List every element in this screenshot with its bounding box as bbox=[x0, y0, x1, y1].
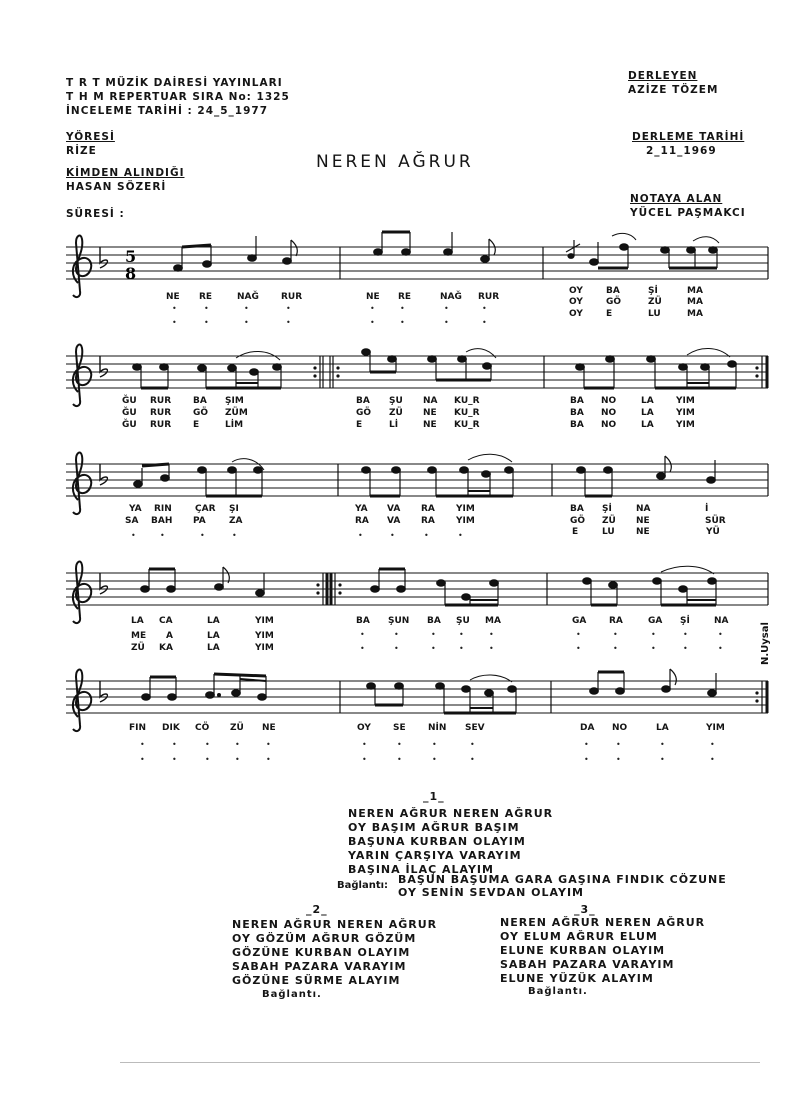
lyric-syllable: RE bbox=[398, 292, 412, 302]
verse-2-number: _2_ bbox=[306, 903, 328, 916]
lyric-syllable: NO bbox=[612, 723, 628, 733]
repeat-mark: • bbox=[683, 630, 688, 639]
repeat-mark: • bbox=[204, 318, 209, 327]
side-signature: N.Uysal bbox=[760, 622, 771, 665]
lyric-syllable: NE bbox=[262, 723, 276, 733]
lyric-syllable: NO bbox=[601, 396, 617, 406]
repeat-mark: • bbox=[470, 740, 475, 749]
repeat-mark: • bbox=[370, 304, 375, 313]
repeat-mark: • bbox=[394, 644, 399, 653]
notes-row-3 bbox=[134, 454, 716, 496]
repeat-mark: • bbox=[444, 304, 449, 313]
lyric-syllable: KU_R bbox=[454, 408, 480, 418]
repeat-mark: • bbox=[244, 318, 249, 327]
lyric-syllable: OY bbox=[569, 309, 583, 319]
repeat-mark: • bbox=[584, 755, 589, 764]
notes-row-5 bbox=[142, 669, 717, 713]
repeat-mark: • bbox=[205, 740, 210, 749]
repeat-mark: • bbox=[370, 318, 375, 327]
lyric-syllable: OY bbox=[357, 723, 371, 733]
lyric-syllable: E bbox=[572, 527, 579, 537]
lyric-syllable: GA bbox=[648, 616, 663, 626]
verse-3-line-3: ELUNE KURBAN OLAYIM bbox=[500, 944, 666, 957]
baglanti-label: Bağlantı: bbox=[337, 880, 389, 891]
repeat-mark: • bbox=[235, 755, 240, 764]
lyric-syllable: NE bbox=[423, 408, 437, 418]
verse-2-line-3: GÖZÜNE KURBAN OLAYIM bbox=[232, 946, 411, 959]
trt-line: T R T MÜZİK DAİRESİ YAYINLARI bbox=[66, 77, 283, 89]
repeat-mark: • bbox=[172, 755, 177, 764]
repeat-mark: • bbox=[204, 304, 209, 313]
derleyen-label: DERLEYEN bbox=[628, 70, 698, 82]
lyric-syllable: BAH bbox=[151, 516, 173, 526]
lyric-syllable: MA bbox=[687, 297, 703, 307]
lyric-syllable: OY bbox=[569, 297, 583, 307]
verse-3-line-5: ELUNE YÜZÜK ALAYIM bbox=[500, 972, 654, 985]
lyric-syllable: LİM bbox=[225, 420, 244, 430]
repeat-mark: • bbox=[718, 630, 723, 639]
lyric-syllable: YA bbox=[129, 504, 142, 514]
lyric-syllable: İ bbox=[705, 504, 709, 514]
yoresi-label: YÖRESİ bbox=[66, 131, 115, 143]
repeat-mark: • bbox=[616, 740, 621, 749]
lyric-syllable: NİN bbox=[428, 723, 447, 733]
lyric-syllable: NE bbox=[423, 420, 437, 430]
lyric-syllable: LA bbox=[656, 723, 669, 733]
lyric-syllable: ZA bbox=[229, 516, 243, 526]
repeat-mark: • bbox=[160, 531, 165, 540]
lyric-syllable: NA bbox=[636, 504, 651, 514]
lyric-syllable: Lİ bbox=[389, 420, 399, 430]
repeat-mark: • bbox=[400, 318, 405, 327]
repeat-mark: • bbox=[172, 318, 177, 327]
repeat-mark: • bbox=[362, 740, 367, 749]
repeat-mark: • bbox=[432, 740, 437, 749]
repeat-mark: • bbox=[459, 644, 464, 653]
lyric-syllable: YIM bbox=[676, 396, 695, 406]
lyric-syllable: KU_R bbox=[454, 396, 480, 406]
lyric-syllable: SA bbox=[125, 516, 139, 526]
lyric-syllable: BA bbox=[356, 616, 370, 626]
lyric-syllable: CA bbox=[159, 616, 173, 626]
lyric-syllable: ŞI bbox=[229, 504, 239, 514]
verse-3-baglanti: Bağlantı. bbox=[528, 986, 588, 997]
lyric-syllable: RA bbox=[421, 516, 435, 526]
repeat-mark: • bbox=[482, 318, 487, 327]
verse-2-line-2: OY GÖZÜM AĞRUR GÖZÜM bbox=[232, 932, 417, 945]
lyric-syllable: ŞIM bbox=[225, 396, 244, 406]
page-title: NEREN AĞRUR bbox=[316, 152, 474, 172]
lyric-syllable: ZÜ bbox=[648, 297, 662, 307]
lyric-syllable: A bbox=[166, 631, 173, 641]
lyric-syllable: ĞU bbox=[122, 420, 137, 430]
lyric-syllable: SE bbox=[393, 723, 406, 733]
lyric-syllable: NO bbox=[601, 420, 617, 430]
time-signature-top: 5 bbox=[125, 247, 137, 266]
lyric-syllable: LA bbox=[641, 408, 654, 418]
repeat-mark: • bbox=[205, 755, 210, 764]
lyric-syllable: MA bbox=[485, 616, 501, 626]
lyric-syllable: CÖ bbox=[195, 723, 210, 733]
repeat-mark: • bbox=[489, 644, 494, 653]
repeat-mark: • bbox=[266, 755, 271, 764]
repeat-mark: • bbox=[718, 644, 723, 653]
lyric-syllable: LA bbox=[207, 631, 220, 641]
verse-1-line-3: BAŞUNA KURBAN OLAYIM bbox=[348, 835, 526, 848]
repeat-mark: • bbox=[232, 531, 237, 540]
repeat-mark: • bbox=[266, 740, 271, 749]
lyric-syllable: LU bbox=[602, 527, 615, 537]
lyric-syllable: RIN bbox=[154, 504, 172, 514]
repeat-mark: • bbox=[489, 630, 494, 639]
lyric-syllable: YIM bbox=[456, 516, 475, 526]
lyric-syllable: ME bbox=[131, 631, 147, 641]
lyric-syllable: ZÜ bbox=[602, 516, 616, 526]
lyric-syllable: VA bbox=[387, 504, 401, 514]
lyric-syllable: NE bbox=[166, 292, 180, 302]
lyric-syllable: KU_R bbox=[454, 420, 480, 430]
lyric-syllable: E bbox=[356, 420, 363, 430]
repeat-mark: • bbox=[140, 740, 145, 749]
lyric-syllable: MA bbox=[687, 286, 703, 296]
lyric-syllable: DA bbox=[580, 723, 595, 733]
repeat-mark: • bbox=[390, 531, 395, 540]
staff-2 bbox=[66, 356, 768, 388]
lyric-syllable: NE bbox=[636, 527, 650, 537]
verse-1-line-1: NEREN AĞRUR NEREN AĞRUR bbox=[348, 807, 554, 820]
lyric-syllable: RE bbox=[199, 292, 213, 302]
lyric-syllable: GÖ bbox=[356, 408, 372, 418]
verse-1-number: _1_ bbox=[423, 790, 445, 803]
lyric-syllable: ŞUN bbox=[388, 616, 410, 626]
repeat-mark: • bbox=[613, 630, 618, 639]
repeat-mark: • bbox=[482, 304, 487, 313]
lyric-syllable: GÖ bbox=[606, 297, 622, 307]
verse-3-number: _3_ bbox=[574, 903, 596, 916]
repeat-mark: • bbox=[394, 630, 399, 639]
repeat-mark: • bbox=[360, 644, 365, 653]
lyric-syllable: BA bbox=[356, 396, 370, 406]
bottom-divider bbox=[120, 1062, 760, 1063]
repeat-mark: • bbox=[286, 304, 291, 313]
repeat-mark: • bbox=[660, 755, 665, 764]
verse-3-line-1: NEREN AĞRUR NEREN AĞRUR bbox=[500, 916, 706, 929]
repeat-mark: • bbox=[444, 318, 449, 327]
verse-3-line-4: SABAH PAZARA VARAYIM bbox=[500, 958, 675, 971]
repeat-mark: • bbox=[140, 755, 145, 764]
lyric-syllable: BA bbox=[193, 396, 207, 406]
repeat-mark: • bbox=[172, 304, 177, 313]
repeat-mark: • bbox=[651, 630, 656, 639]
repeat-mark: • bbox=[576, 630, 581, 639]
lyric-syllable: PA bbox=[193, 516, 206, 526]
notaya-value: YÜCEL PAŞMAKCI bbox=[630, 207, 746, 219]
lyric-syllable: RUR bbox=[150, 396, 172, 406]
repeat-mark: • bbox=[244, 304, 249, 313]
verse-2-line-5: GÖZÜNE SÜRME ALAYIM bbox=[232, 974, 401, 987]
lyric-syllable: YIM bbox=[456, 504, 475, 514]
lyric-syllable: YIM bbox=[255, 631, 274, 641]
lyric-syllable: KA bbox=[159, 643, 173, 653]
yoresi-value: RİZE bbox=[66, 145, 97, 157]
lyric-syllable: FIN bbox=[129, 723, 147, 733]
repeat-mark: • bbox=[200, 531, 205, 540]
staff-3 bbox=[66, 464, 768, 496]
kimden-label: KİMDEN ALINDIĞI bbox=[66, 167, 185, 179]
verse-2-line-4: SABAH PAZARA VARAYIM bbox=[232, 960, 407, 973]
lyric-syllable: E bbox=[193, 420, 200, 430]
repeat-mark: • bbox=[584, 740, 589, 749]
time-signature-bottom: 8 bbox=[125, 264, 137, 283]
lyric-syllable: LA bbox=[207, 616, 220, 626]
derleyen-value: AZİZE TÖZEM bbox=[628, 84, 719, 96]
notes-row-1 bbox=[174, 232, 719, 271]
lyric-syllable: Şİ bbox=[602, 504, 612, 514]
lyric-syllable: BA bbox=[570, 408, 584, 418]
lyric-syllable: YIM bbox=[676, 420, 695, 430]
lyric-syllable: ĞU bbox=[122, 396, 137, 406]
thm-line: T H M REPERTUAR SIRA No: 1325 bbox=[66, 91, 290, 103]
verse-1-line-5: BAŞINA İLAÇ ALAYIM bbox=[348, 863, 494, 876]
derleme-label: DERLEME TARİHİ bbox=[632, 131, 745, 143]
verse-1-line-4: YARIN ÇARŞIYA VARAYIM bbox=[348, 849, 522, 862]
lyric-syllable: LA bbox=[641, 420, 654, 430]
lyric-syllable: RA bbox=[609, 616, 623, 626]
repeat-mark: • bbox=[358, 531, 363, 540]
repeat-mark: • bbox=[424, 531, 429, 540]
lyric-syllable: LA bbox=[131, 616, 144, 626]
repeat-mark: • bbox=[362, 755, 367, 764]
notes-row-2 bbox=[133, 348, 737, 388]
repeat-mark: • bbox=[397, 740, 402, 749]
repeat-mark: • bbox=[683, 644, 688, 653]
repeat-mark: • bbox=[660, 740, 665, 749]
repeat-mark: • bbox=[172, 740, 177, 749]
repeat-mark: • bbox=[286, 318, 291, 327]
lyric-syllable: ZÜM bbox=[225, 408, 248, 418]
lyric-syllable: YIM bbox=[255, 643, 274, 653]
lyric-syllable: Şİ bbox=[648, 286, 658, 296]
lyric-syllable: RA bbox=[421, 504, 435, 514]
lyric-syllable: ZÜ bbox=[230, 723, 244, 733]
lyric-syllable: MA bbox=[687, 309, 703, 319]
repeat-mark: • bbox=[710, 740, 715, 749]
derleme-value: 2_11_1969 bbox=[646, 145, 717, 157]
lyric-syllable: GA bbox=[572, 616, 587, 626]
lyric-syllable: BA bbox=[570, 396, 584, 406]
lyric-syllable: RUR bbox=[150, 408, 172, 418]
verse-2-baglanti: Bağlantı. bbox=[262, 989, 322, 1000]
repeat-mark: • bbox=[613, 644, 618, 653]
lyric-syllable: ZÜ bbox=[389, 408, 403, 418]
lyric-syllable: ZÜ bbox=[131, 643, 145, 653]
lyric-syllable: YIM bbox=[676, 408, 695, 418]
lyric-syllable: NA bbox=[423, 396, 438, 406]
kimden-value: HASAN SÖZERİ bbox=[66, 181, 167, 193]
repeat-mark: • bbox=[400, 304, 405, 313]
lyric-syllable: RUR bbox=[281, 292, 303, 302]
lyric-syllable: YIM bbox=[255, 616, 274, 626]
repeat-mark: • bbox=[431, 644, 436, 653]
baglanti-line-2: OY SENİN SEVDAN OLAYIM bbox=[398, 886, 584, 899]
lyric-syllable: ĞU bbox=[122, 408, 137, 418]
repeat-mark: • bbox=[616, 755, 621, 764]
repeat-mark: • bbox=[431, 630, 436, 639]
lyric-syllable: RUR bbox=[478, 292, 500, 302]
lyric-syllable: NO bbox=[601, 408, 617, 418]
repeat-mark: • bbox=[397, 755, 402, 764]
inceleme-line: İNCELEME TARİHİ : 24_5_1977 bbox=[66, 105, 269, 117]
notaya-label: NOTAYA ALAN bbox=[630, 193, 723, 205]
baglanti-line-1: BAŞUN BAŞUMA GARA GAŞINA FINDIK CÖZUNE bbox=[398, 873, 727, 886]
suresi-label: SÜRESİ : bbox=[66, 208, 125, 220]
lyric-syllable: NE bbox=[366, 292, 380, 302]
lyric-syllable: ŞU bbox=[389, 396, 403, 406]
lyric-syllable: LU bbox=[648, 309, 661, 319]
repeat-mark: • bbox=[576, 644, 581, 653]
repeat-mark: • bbox=[131, 531, 136, 540]
lyric-syllable: RUR bbox=[150, 420, 172, 430]
repeat-mark: • bbox=[459, 630, 464, 639]
lyric-syllable: OY bbox=[569, 286, 583, 296]
repeat-mark: • bbox=[432, 755, 437, 764]
lyric-syllable: YA bbox=[355, 504, 368, 514]
repeat-mark: • bbox=[458, 531, 463, 540]
lyric-syllable: LA bbox=[641, 396, 654, 406]
repeat-mark: • bbox=[360, 630, 365, 639]
repeat-mark: • bbox=[470, 755, 475, 764]
lyric-syllable: NAĞ bbox=[237, 292, 259, 302]
lyric-syllable: BA bbox=[606, 286, 620, 296]
lyric-syllable: BA bbox=[570, 504, 584, 514]
lyric-syllable: ŞU bbox=[456, 616, 470, 626]
notes-row-4 bbox=[141, 566, 717, 605]
lyric-syllable: VA bbox=[387, 516, 401, 526]
verse-1-line-2: OY BAŞIM AĞRUR BAŞIM bbox=[348, 821, 520, 834]
lyric-syllable: SEV bbox=[465, 723, 485, 733]
lyric-syllable: BA bbox=[427, 616, 441, 626]
lyric-syllable: NA bbox=[714, 616, 729, 626]
repeat-mark: • bbox=[235, 740, 240, 749]
lyric-syllable: Şİ bbox=[680, 616, 690, 626]
lyric-syllable: ÇAR bbox=[195, 504, 216, 514]
lyric-syllable: GÖ bbox=[570, 516, 586, 526]
lyric-syllable: YIM bbox=[706, 723, 725, 733]
lyric-syllable: RA bbox=[355, 516, 369, 526]
verse-3-line-2: OY ELUM AĞRUR ELUM bbox=[500, 930, 658, 943]
lyric-syllable: SÜR bbox=[705, 516, 726, 526]
lyric-syllable: NAĞ bbox=[440, 292, 462, 302]
repeat-mark: • bbox=[651, 644, 656, 653]
lyric-syllable: LA bbox=[207, 643, 220, 653]
lyric-syllable: E bbox=[606, 309, 613, 319]
lyric-syllable: NE bbox=[636, 516, 650, 526]
lyric-syllable: DIK bbox=[162, 723, 180, 733]
lyric-syllable: GÖ bbox=[193, 408, 209, 418]
lyric-syllable: YÜ bbox=[706, 527, 720, 537]
lyric-syllable: BA bbox=[570, 420, 584, 430]
repeat-mark: • bbox=[710, 755, 715, 764]
verse-2-line-1: NEREN AĞRUR NEREN AĞRUR bbox=[232, 918, 438, 931]
